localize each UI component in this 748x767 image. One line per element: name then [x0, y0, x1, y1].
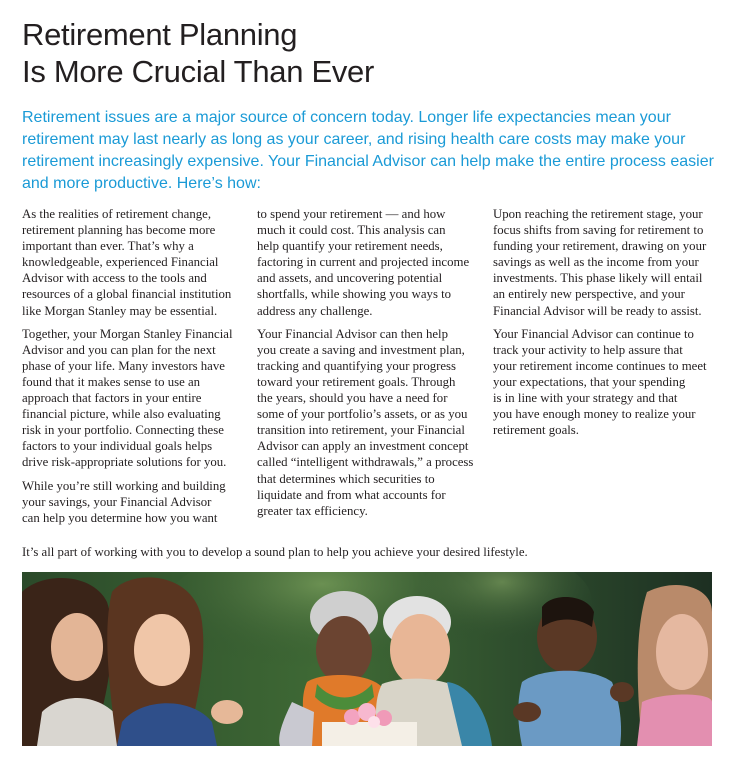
closing-paragraph: It’s all part of working with you to develop a sound plan to help you achieve your desired lifestyle.: [22, 545, 528, 559]
body-line: can help you determine how you want: [22, 510, 218, 525]
body-paragraph: [493, 326, 728, 439]
body-line: Your Financial Advisor can continue to: [493, 326, 694, 341]
body-line: like Morgan Stanley may be essential.: [22, 303, 218, 318]
body-line: you create a saving and investment plan,: [257, 342, 465, 357]
body-column-1: [22, 206, 247, 533]
body-line: Advisor with access to the tools and: [22, 271, 207, 286]
title-line-1: Retirement Planning: [22, 17, 298, 52]
body-line: Upon reaching the retirement stage, your: [493, 207, 703, 221]
body-line: much it could cost. This analysis can: [257, 223, 446, 238]
body-paragraph: [257, 326, 483, 519]
intro-line: retirement may last nearly as long as your career, and rising health care costs may make your: [22, 131, 686, 148]
body-line: resources of a global financial institution: [22, 287, 232, 302]
body-line: tracking and quantifying your progress: [257, 358, 457, 373]
body-line: your retirement income continues to meet: [493, 358, 707, 373]
body-line: and assets, and uncovering potential: [257, 271, 443, 286]
title-line-2: Is More Crucial Than Ever: [22, 54, 374, 89]
body-line: address any challenge.: [257, 303, 373, 318]
intro-line: Retirement issues are a major source of concern today. Longer life expectancies mean your: [22, 109, 671, 126]
body-line: some of your portfolio’s assets, or as you: [257, 407, 468, 422]
body-line: found that it makes sense to use an: [22, 374, 201, 389]
body-line: phase of your life. Many investors have: [22, 358, 225, 373]
body-line: focus shifts from saving for retirement to: [493, 223, 704, 238]
intro-line: retirement increasingly expensive. Your Financial Advisor can help make the entire process easier: [22, 153, 714, 170]
body-line: savings as well as the income from your: [493, 255, 699, 270]
body-line: Financial Advisor will be ready to assist.: [493, 303, 702, 318]
body-line: funding your retirement, drawing on your: [493, 239, 707, 254]
body-line: While you’re still working and building: [22, 478, 226, 493]
body-line: shortfalls, while showing you ways to: [257, 287, 452, 302]
body-line: Your Financial Advisor can then help: [257, 326, 448, 341]
page-title: [22, 16, 722, 90]
body-line: factoring in current and projected income: [257, 255, 470, 270]
body-paragraph: [493, 206, 728, 319]
body-paragraph: [22, 206, 247, 319]
body-paragraph: [22, 326, 247, 471]
body-line: transition into retirement, your Financial: [257, 423, 465, 438]
body-line: knowledgeable, experienced Financial: [22, 255, 219, 270]
intro-line: and more productive. Here’s how:: [22, 175, 261, 192]
body-line: important than ever. That’s why a: [22, 239, 194, 254]
body-line: Advisor can apply an investment concept: [257, 439, 469, 454]
body-line: your savings, your Financial Advisor: [22, 494, 212, 509]
body-line: you have enough money to realize your: [493, 407, 696, 422]
body-line: Together, your Morgan Stanley Financial: [22, 326, 233, 341]
body-line: retirement goals.: [493, 423, 579, 438]
body-line: an entirely new perspective, and your: [493, 287, 685, 302]
body-line: Advisor and you can plan for the next: [22, 342, 216, 357]
body-line: to spend your retirement — and how: [257, 207, 446, 221]
body-line: called “intelligent withdrawals,” a process: [257, 455, 474, 470]
body-line: drive risk-appropriate solutions for you.: [22, 455, 227, 470]
body-line: your expectations, that your spending: [493, 374, 686, 389]
body-line: liquidate and from what accounts for: [257, 487, 446, 502]
body-column-2: [257, 206, 483, 526]
body-line: risk in your portfolio. Connecting these: [22, 423, 224, 438]
body-line: investments. This phase likely will entail: [493, 271, 703, 286]
body-line: that determines which securities to: [257, 471, 435, 486]
body-column-3: [493, 206, 728, 445]
intro-paragraph: [22, 107, 722, 195]
body-line: approach that factors in your entire: [22, 391, 202, 406]
body-line: the years, should you have a need for: [257, 391, 448, 406]
body-line: greater tax efficiency.: [257, 503, 368, 518]
body-line: financial picture, while also evaluating: [22, 407, 221, 422]
body-line: track your activity to help assure that: [493, 342, 683, 357]
body-line: As the realities of retirement change,: [22, 207, 212, 221]
body-paragraph: [22, 478, 247, 526]
body-line: is in line with your strategy and that: [493, 391, 678, 406]
body-line: retirement planning has become more: [22, 223, 216, 238]
body-paragraph: [257, 206, 483, 319]
body-line: factors to your individual goals helps: [22, 439, 213, 454]
group-celebration-photo: [22, 572, 712, 746]
photo-illustration: [22, 572, 712, 746]
body-line: toward your retirement goals. Through: [257, 374, 456, 389]
body-line: help quantify your retirement needs,: [257, 239, 443, 254]
